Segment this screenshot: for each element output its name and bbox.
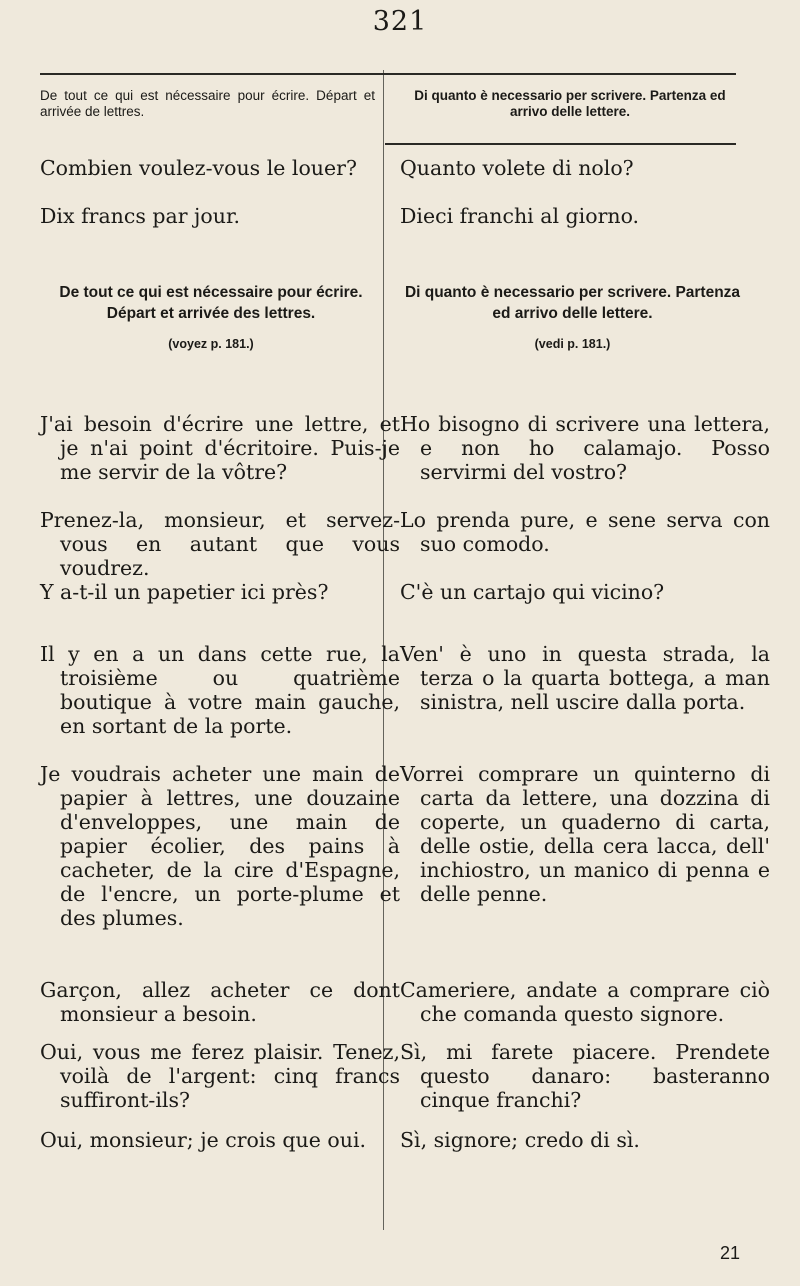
dialogue-fr-7: Oui, vous me ferez plaisir. Tenez, voilà de l'argent: cinq francs suffiront-ils? bbox=[40, 1040, 400, 1112]
dialogue-fr-4: Il y en a un dans cette rue, la troisième ou quatrième boutique à votre main gauche, en sortant de la porte. bbox=[40, 642, 400, 738]
question-rent-it: Quanto volete di nolo? bbox=[400, 156, 634, 180]
dialogue-it-6: Cameriere, andate a comprare ciò che comanda questo signore. bbox=[400, 978, 770, 1026]
question-rent-fr: Combien voulez-vous le louer? bbox=[40, 156, 357, 180]
page-number: 321 bbox=[372, 6, 428, 37]
dialogue-it-5: Vorrei comprare un quinterno di carta da lettere, una dozzina di coperte, un quaderno di carta, delle ostie, della cera lacca, dell' inchiostro, un manico di penna e delle penne. bbox=[400, 762, 770, 906]
dialogue-fr-3: Y a-t-il un papetier ici près? bbox=[40, 580, 329, 604]
dialogue-it-8: Sì, signore; credo di sì. bbox=[400, 1128, 640, 1152]
top-rule bbox=[40, 73, 736, 75]
dialogue-fr-1: J'ai besoin d'écrire une lettre, et je n'ai point d'écritoire. Puis-je me servir de la vôtre? bbox=[40, 412, 400, 484]
signature-mark: 21 bbox=[720, 1243, 741, 1263]
header-french: De tout ce qui est nécessaire pour écrire. Départ et arrivée de lettres. bbox=[40, 88, 375, 119]
dialogue-it-7: Sì, mi farete piacere. Prendete questo danaro: basteranno cinque franchi? bbox=[400, 1040, 770, 1112]
answer-rent-fr: Dix francs par jour. bbox=[40, 204, 241, 228]
dialogue-it-2: Lo prenda pure, e sene serva con suo comodo. bbox=[400, 508, 770, 556]
section-ref-french: (voyez p. 181.) bbox=[168, 337, 254, 351]
dialogue-fr-6: Garçon, allez acheter ce dont monsieur a besoin. bbox=[40, 978, 400, 1026]
section-ref-italian: (vedi p. 181.) bbox=[534, 337, 611, 351]
section-title-french-text: De tout ce qui est nécessaire pour écrire. Départ et arrivée des lettres. bbox=[59, 284, 363, 322]
answer-rent-it: Dieci franchi al giorno. bbox=[400, 204, 640, 228]
dialogue-fr-5: Je voudrais acheter une main de papier à lettres, une douzaine d'enveloppes, une main de papier écolier, des pains à cacheter, de la cire d'Espagne, de l'encre, un porte-plume et des plumes. bbox=[40, 762, 400, 930]
section-title-italian-text: Di quanto è necessario per scrivere. Partenza ed arrivo delle lettere. bbox=[404, 284, 741, 322]
dialogue-fr-2: Prenez-la, monsieur, et servez-vous en autant que vous voudrez. bbox=[40, 508, 400, 580]
dialogue-it-3: C'è un cartajo qui vicino? bbox=[400, 580, 665, 604]
section-title-french bbox=[50, 282, 372, 355]
dialogue-it-4: Ven' è uno in questa strada, la terza o la quarta bottega, a man sinistra, nell uscire dalla porta. bbox=[400, 642, 770, 714]
header-italian: Di quanto è necessario per scrivere. Partenza ed arrivo delle lettere. bbox=[414, 88, 726, 119]
dialogue-fr-8: Oui, monsieur; je crois que oui. bbox=[40, 1128, 367, 1152]
section-title-italian bbox=[400, 282, 745, 355]
dialogue-it-1: Ho bisogno di scrivere una lettera, e non ho calamajo. Posso servirmi del vostro? bbox=[400, 412, 770, 484]
header-bottom-rule bbox=[385, 143, 736, 145]
